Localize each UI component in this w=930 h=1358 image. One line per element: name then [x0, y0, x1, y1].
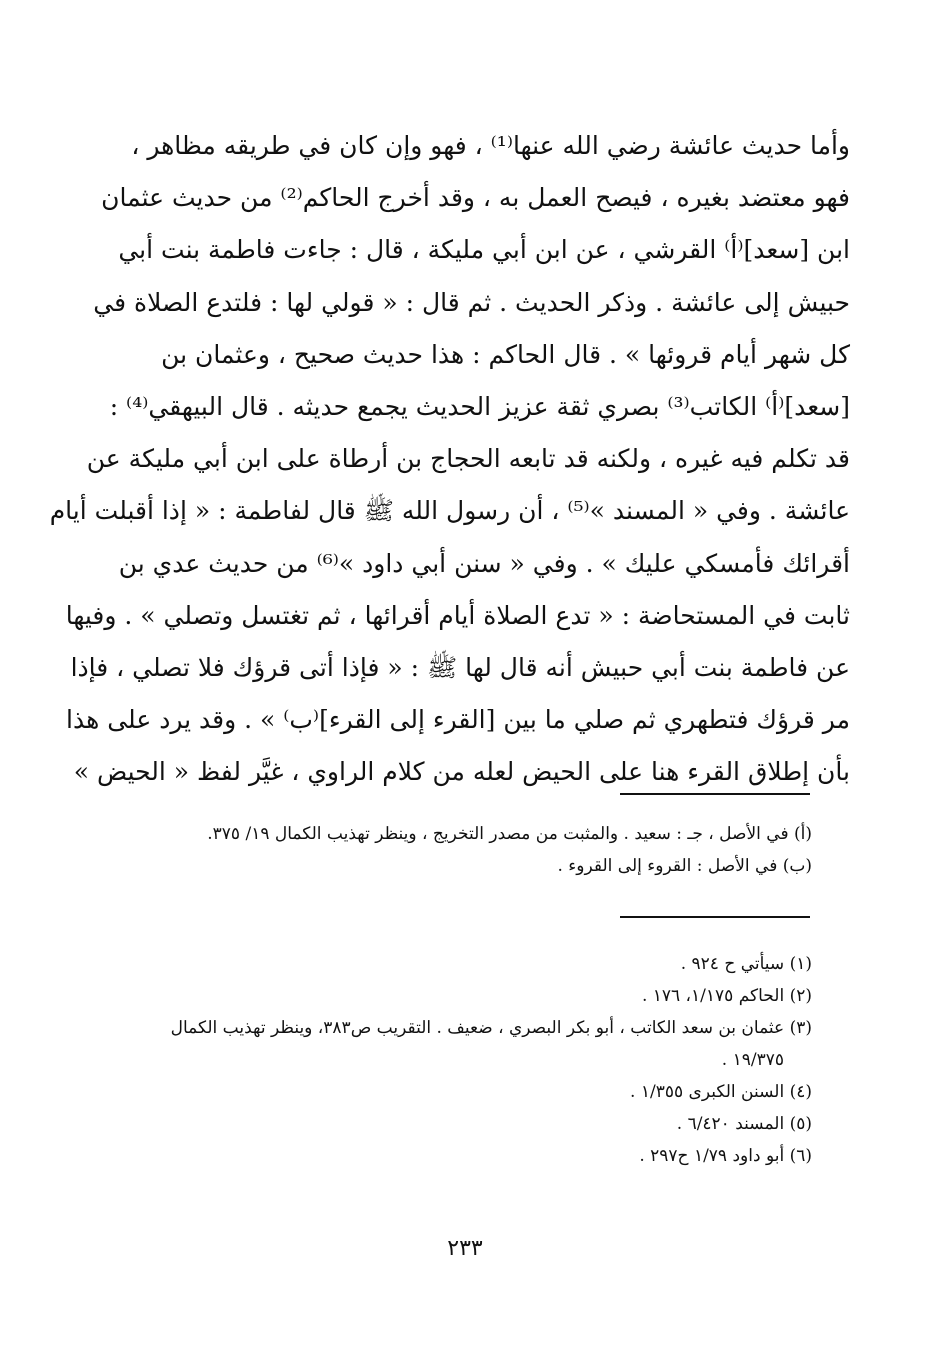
footnote-alef: (أ) في الأصل ، جـ : سعيد . والمثبت من مصدر التخريج ، وينظر تهذيب الكمال ١٩/ ٣٧٥. [207, 824, 812, 844]
body-line: عائشة . وفي « المسند »⁽⁵⁾ ، أن رسول الله ﷺ قال لفاطمة : « إذا أقبلت أيام [49, 496, 850, 526]
footnote-divider-lettered [620, 793, 810, 795]
body-line: بأن إطلاق القرء هنا على الحيض لعله من كلام الراوي ، غيَّر لفظ « الحيض » [73, 757, 850, 787]
body-line: كل شهر أيام قروئها » . قال الحاكم : هذا حديث صحيح ، وعثمان بن [161, 339, 850, 369]
body-line: [سعد]⁽أ⁾ الكاتب⁽³⁾ بصري ثقة عزيز الحديث يجمع حديثه . قال البيهقي⁽⁴⁾ : [109, 391, 850, 421]
footnote-5: (٥) المسند ٦/٤٢٠ . [676, 1114, 812, 1134]
footnote-3-continuation: ١٩/٣٧٥ . [721, 1050, 784, 1070]
body-line: ثابت في المستحاضة : « تدع الصلاة أيام أقرائها ، ثم تغتسل وتصلي » . وفيها [65, 600, 850, 630]
body-line: وأما حديث عائشة رضي الله عنها⁽¹⁾ ، فهو وإن كان في طريقه مظاهر ، [131, 131, 850, 160]
footnote-ba: (ب) في الأصل : القروء إلى القروء . [557, 856, 812, 876]
body-line: عن فاطمة بنت أبي حبيش أنه قال لها ﷺ : « فإذا أتى قرؤك فلا تصلي ، فإذا [70, 652, 850, 682]
body-line: أقرائك فأمسكي عليك » . وفي « سنن أبي داود »⁽⁶⁾ من حديث عدي بن [118, 548, 850, 578]
footnote-2: (٢) الحاكم ١/١٧٥، ١٧٦ . [641, 986, 812, 1006]
body-line: فهو معتضد بغيره ، فيصح العمل به ، وقد أخرج الحاكم⁽²⁾ من حديث عثمان [101, 183, 850, 213]
body-line: قد تكلم فيه غيره ، ولكنه قد تابعه الحجاج بن أرطاة على ابن أبي مليكة عن [86, 444, 850, 474]
footnote-4: (٤) السنن الكبرى ١/٣٥٥ . [630, 1082, 812, 1102]
numbered-footnotes [132, 948, 812, 1172]
footnote-divider-numbered [620, 916, 810, 918]
footnote-3: (٣) عثمان بن سعد الكاتب ، أبو بكر البصري ، ضعيف . التقريب ص٣٨٣، وينظر تهذيب الكمال [170, 1018, 812, 1038]
page-number: ٢٣٣ [447, 1236, 483, 1261]
footnote-6: (٦) أبو داود ١/٧٩ ح٢٩٧ . [639, 1146, 812, 1166]
body-line: ابن [سعد]⁽أ⁾ القرشي ، عن ابن أبي مليكة ، قال : جاءت فاطمة بنت أبي [118, 235, 850, 265]
footnote-1: (١) سيأتي ح ٩٢٤ . [680, 954, 812, 974]
body-line: مر قرؤك فتطهري ثم صلي ما بين [القرء إلى القرء]⁽ب⁾ » . وقد يرد على هذا [66, 705, 850, 735]
main-body-text [49, 120, 850, 798]
body-line: حبيش إلى عائشة . وذكر الحديث . ثم قال : « قولي لها : فلتدع الصلاة في [93, 287, 850, 317]
lettered-footnotes [132, 818, 812, 882]
